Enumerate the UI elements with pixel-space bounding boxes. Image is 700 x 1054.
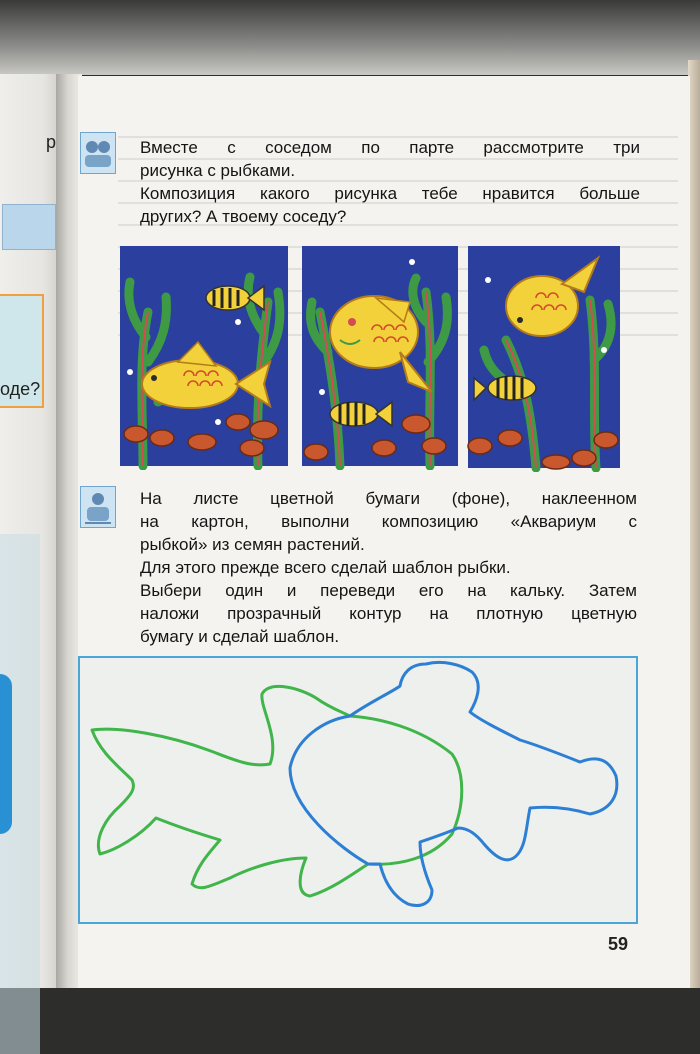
previous-page-task-icon bbox=[2, 204, 56, 250]
task-2-line: На листе цветной бумаги (фоне), наклеенном bbox=[140, 489, 637, 508]
pair-work-icon bbox=[80, 132, 116, 174]
photo-top-background bbox=[0, 0, 700, 75]
previous-page bbox=[0, 74, 62, 988]
aquarium-picture-1 bbox=[118, 242, 290, 470]
previous-page-question: оде? bbox=[0, 379, 41, 399]
craft-task-icon bbox=[80, 486, 116, 528]
task-1-line: других? А твоему соседу? bbox=[140, 207, 347, 226]
task-2-line: бумагу и сделай шаблон. bbox=[140, 627, 340, 646]
task-1-text bbox=[140, 136, 640, 228]
fish-template-frame bbox=[78, 656, 638, 924]
previous-page-blue-shape bbox=[0, 674, 12, 834]
task-2-line: Для этого прежде всего сделай шаблон рыбки. bbox=[140, 558, 511, 577]
task-2-text bbox=[140, 487, 637, 648]
page-number: 59 bbox=[608, 934, 629, 954]
textbook-page bbox=[78, 76, 690, 988]
task-1-line: Вместе с соседом по парте рассмотрите три bbox=[140, 138, 640, 157]
task-1-line: Композиция какого рисунка тебе нравится больше bbox=[140, 184, 640, 203]
aquarium-picture-2 bbox=[300, 242, 460, 470]
aquarium-picture-3 bbox=[466, 240, 622, 472]
task-2-line: Выбери один и переведи его на кальку. Затем bbox=[140, 581, 637, 600]
task-2-line: наложи прозрачный контур на плотную цветную bbox=[140, 604, 637, 623]
fish-outline-drawing bbox=[80, 658, 636, 922]
task-2-line: рыбкой» из семян растений. bbox=[140, 535, 365, 554]
task-2-line: на картон, выполни композицию «Аквариум с bbox=[140, 512, 637, 531]
task-1-line: рисунка с рыбками. bbox=[140, 161, 296, 180]
previous-page-text: р bbox=[46, 132, 57, 152]
